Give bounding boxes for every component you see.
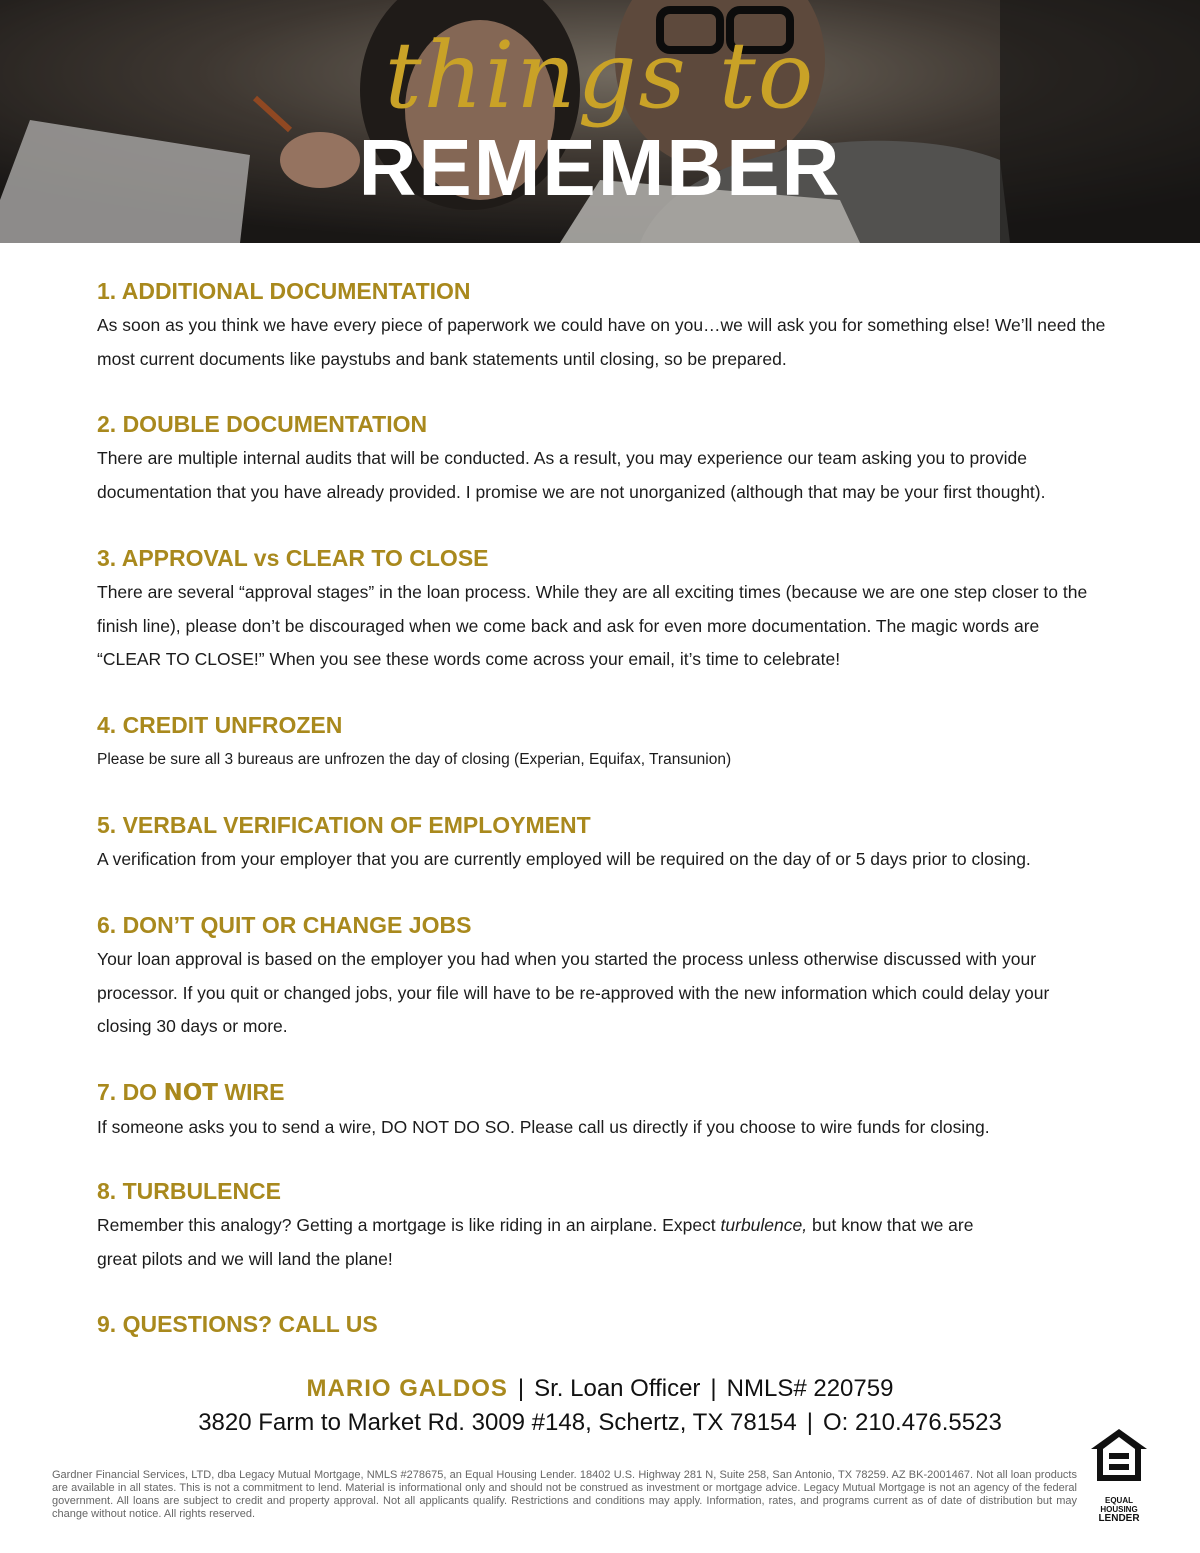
section-title: 3. APPROVAL vs CLEAR TO CLOSE [97, 545, 489, 571]
section-title: 4. CREDIT UNFROZEN [97, 712, 343, 738]
ehl-line-1: EQUAL HOUSING [1100, 1496, 1138, 1514]
equal-housing-icon [1089, 1427, 1149, 1491]
section-double-documentation [97, 410, 1107, 544]
section-body: As soon as you think we have every piece of paperwork we could have on you…we will ask you for something else! We’ll need the most current documents like paystubs and bank statements until closing, so be prepared. [97, 315, 1106, 369]
section-body: A verification from your employer that you are currently employed will be required on the day of or 5 days prior to closing. [97, 849, 1031, 869]
hero-title: REMEMBER [358, 123, 842, 212]
section-dont-quit [97, 911, 1107, 1078]
section-title: 1. ADDITIONAL DOCUMENTATION [97, 278, 471, 304]
equal-housing-lender-logo [1089, 1427, 1149, 1523]
section-body: There are several “approval stages” in the loan process. While they are all exciting times (because we are one step closer to the finish line), please don’t be discouraged when we come back and ask for even more documentation. The magic words are “CLEAR TO CLOSE!” When you see these words come across your email, it’s time to celebrate! [97, 582, 1088, 669]
separator: | [710, 1375, 717, 1402]
section-verbal-verification [97, 811, 1107, 911]
contact-line-1 [0, 1372, 1200, 1406]
section-body: Please be sure all 3 bureaus are unfrozen the day of closing (Experian, Equifax, Transunion) [97, 751, 732, 768]
section-title: 2. DOUBLE DOCUMENTATION [97, 411, 428, 437]
section-credit-unfrozen [97, 711, 1107, 811]
section-title [97, 1078, 1107, 1107]
legal-disclaimer: Gardner Financial Services, LTD, dba Legacy Mutual Mortgage, NMLS #278675, an Equal Housing Lender. 18402 U.S. Highway 281 N, Suite 258, San Antonio, TX 78259. AZ BK-2001467. Not all loan products are available in all states. This is not a commitment to lend. Material is informational only and should not be construed as investment or mortgage advice. Legacy Mutual Mortgage is not an agency of the federal government. All loans are subject to credit and property approval. Not all applicants qualify. Restrictions and conditions may apply. Information, rates, and programs current as of date of distribution but may change without notice. All rights reserved. [52, 1469, 1077, 1520]
hero-banner [0, 0, 1200, 243]
office-address: 3820 Farm to Market Rd. 3009 #148, Schertz, TX 78154 [198, 1409, 797, 1436]
section-do-not-wire [97, 1078, 1107, 1177]
officer-name: MARIO GALDOS [306, 1375, 508, 1402]
title-prefix: 7. DO [97, 1079, 164, 1105]
ehl-line-2: LENDER [1098, 1513, 1140, 1524]
hero-script-text: things to [384, 22, 816, 129]
contact-line-2 [0, 1406, 1200, 1440]
office-phone[interactable]: O: 210.476.5523 [822, 1409, 1002, 1436]
separator: | [806, 1409, 813, 1436]
officer-nmls: NMLS# 220759 [726, 1375, 894, 1402]
tips-list [97, 277, 1107, 1338]
section-questions [97, 1310, 1107, 1338]
section-title: 6. DON’T QUIT OR CHANGE JOBS [97, 912, 472, 938]
section-title: 8. TURBULENCE [97, 1178, 282, 1204]
officer-role: Sr. Loan Officer [534, 1375, 701, 1402]
section-approval-vs-clear-to-close [97, 544, 1107, 711]
separator: | [517, 1375, 525, 1402]
section-turbulence [97, 1177, 1107, 1310]
section-title: 5. VERBAL VERIFICATION OF EMPLOYMENT [97, 812, 591, 838]
section-body: If someone asks you to send a wire, DO NOT DO SO. Please call us directly if you choose to wire funds for closing. [97, 1117, 990, 1137]
section-body [97, 1209, 1107, 1276]
title-strong: NOT [163, 1080, 218, 1106]
title-suffix: WIRE [217, 1079, 285, 1105]
section-additional-documentation [97, 277, 1107, 410]
body-line2: great pilots and we will land the plane! [97, 1248, 393, 1269]
body-line1-after: but know that we are [807, 1215, 974, 1235]
section-title: 9. QUESTIONS? CALL US [97, 1311, 378, 1337]
body-emphasis: turbulence, [720, 1215, 808, 1235]
body-before: Remember this analogy? Getting a mortgage is like riding in an airplane. Expect [97, 1215, 721, 1235]
section-body: There are multiple internal audits that will be conducted. As a result, you may experience our team asking you to provide documentation that you have already provided. I promise we are not unorganized (although that may be your first thought). [97, 448, 1046, 502]
section-body: Your loan approval is based on the employer you had when you started the process unless otherwise discussed with your processor. If you quit or changed jobs, your file will have to be re-approved with the new information which could delay your closing 30 days or more. [97, 949, 1050, 1036]
contact-block [0, 1372, 1200, 1440]
